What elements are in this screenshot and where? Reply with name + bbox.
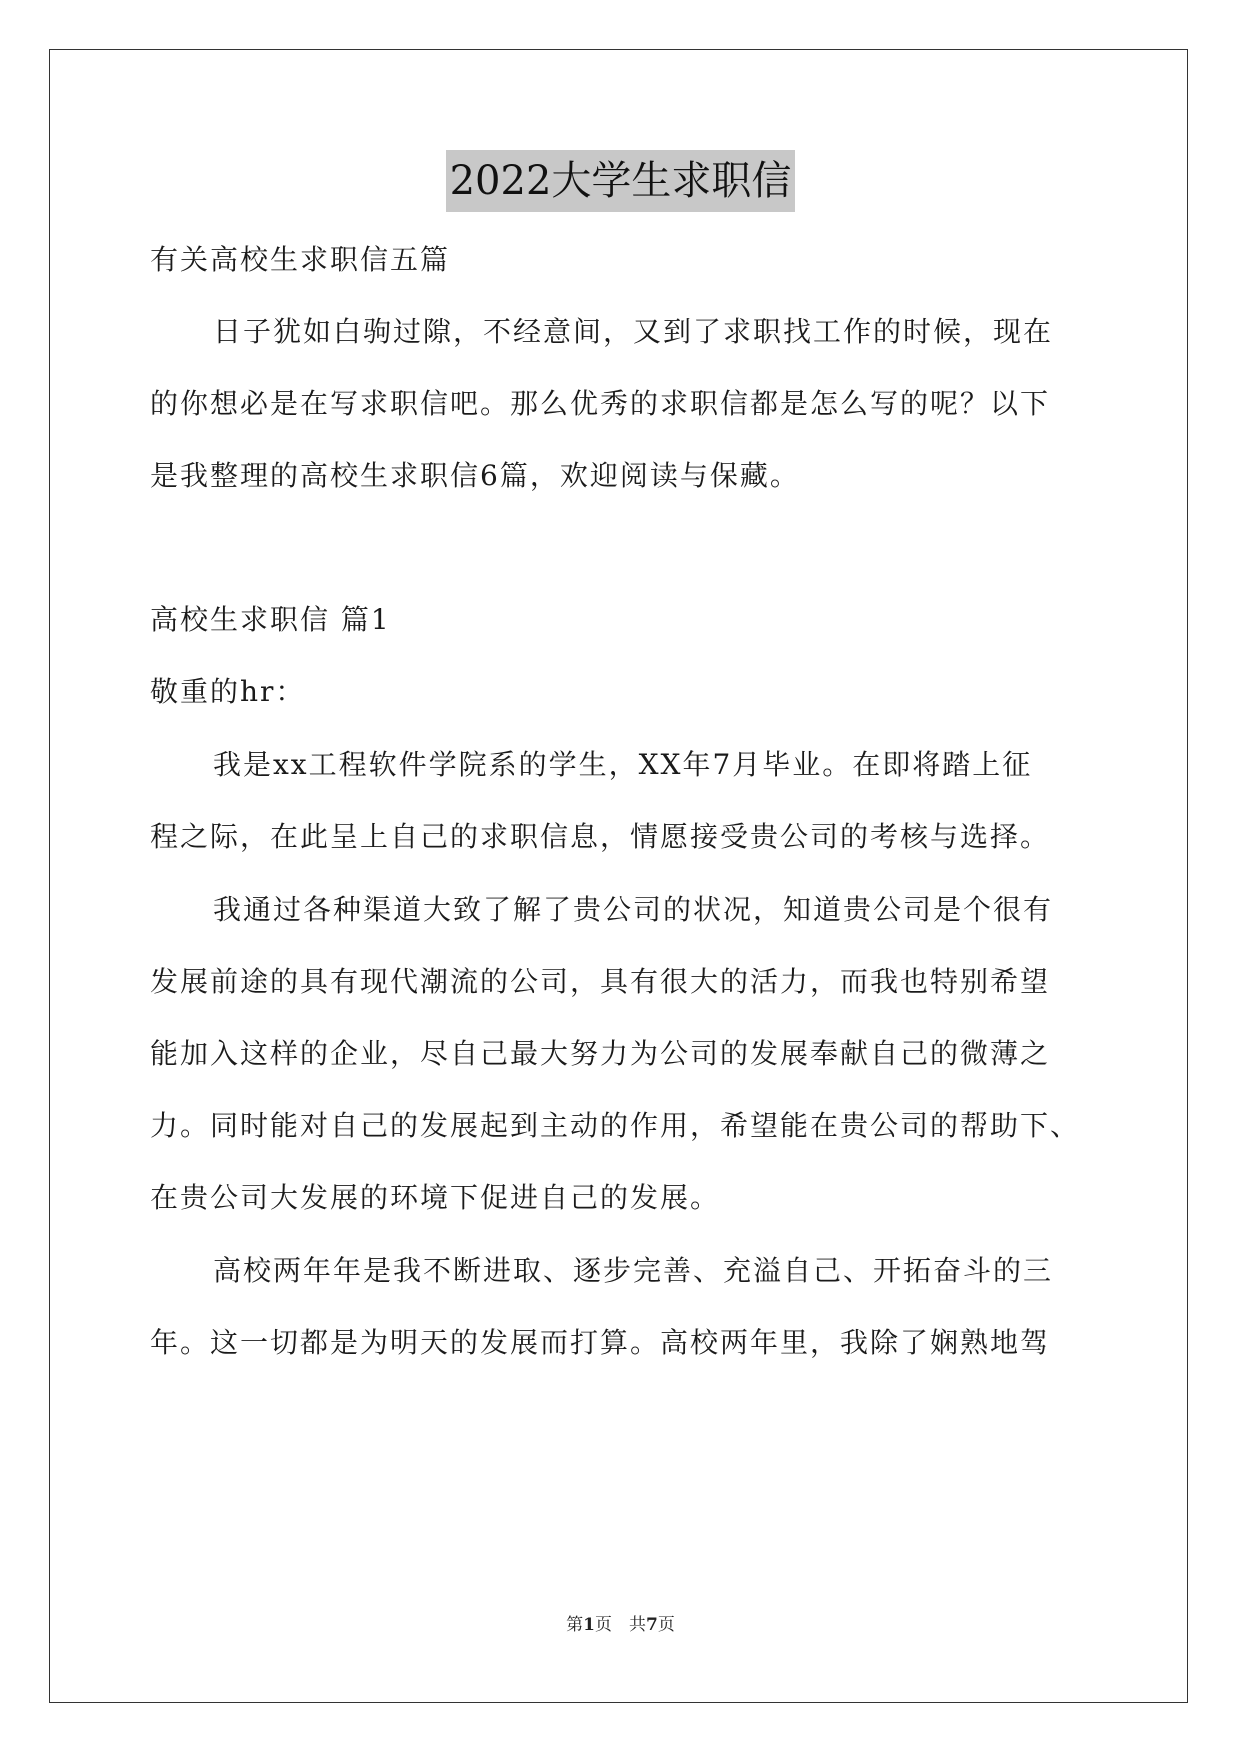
paragraph-line: 能加入这样的企业，尽自己最大努力为公司的发展奉献自己的微薄之 [150, 1037, 1051, 1070]
paragraph-line: 力。同时能对自己的发展起到主动的作用，希望能在贵公司的帮助下、 [150, 1109, 1081, 1142]
paragraph-line: 是我整理的高校生求职信6篇，欢迎阅读与保藏。 [150, 459, 800, 492]
paragraph-line: 我通过各种渠道大致了解了贵公司的状况，知道贵公司是个很有 [213, 893, 1054, 926]
footer-page-current: 1 [583, 1615, 595, 1635]
paragraph-line: 我是xx工程软件学院系的学生，XX年7月毕业。在即将踏上征 [213, 748, 1033, 781]
page-footer [0, 1613, 1241, 1637]
title-container [0, 150, 1241, 212]
paragraph-line: 在贵公司大发展的环境下促进自己的发展。 [150, 1181, 721, 1214]
footer-page-mid: 页 共 [595, 1615, 646, 1635]
paragraph-line: 高校两年年是我不断进取、逐步完善、充溢自己、开拓奋斗的三 [213, 1254, 1054, 1287]
section-heading: 高校生求职信 篇1 [150, 603, 391, 636]
page-border [49, 49, 1188, 1703]
subtitle-line: 有关高校生求职信五篇 [150, 243, 451, 276]
footer-page-total: 7 [646, 1615, 658, 1635]
paragraph-line: 的你想必是在写求职信吧。那么优秀的求职信都是怎么写的呢？以下 [150, 387, 1051, 420]
salutation: 敬重的hr： [150, 675, 306, 708]
document-title: 2022大学生求职信 [446, 150, 796, 212]
footer-page-suffix: 页 [657, 1615, 675, 1635]
paragraph-line: 年。这一切都是为明天的发展而打算。高校两年里，我除了娴熟地驾 [150, 1326, 1051, 1359]
paragraph-line: 日子犹如白驹过隙，不经意间，又到了求职找工作的时候，现在 [213, 315, 1054, 348]
paragraph-line: 发展前途的具有现代潮流的公司，具有很大的活力，而我也特别希望 [150, 965, 1051, 998]
footer-page-prefix: 第 [566, 1615, 584, 1635]
paragraph-line: 程之际，在此呈上自己的求职信息，情愿接受贵公司的考核与选择。 [150, 820, 1051, 853]
